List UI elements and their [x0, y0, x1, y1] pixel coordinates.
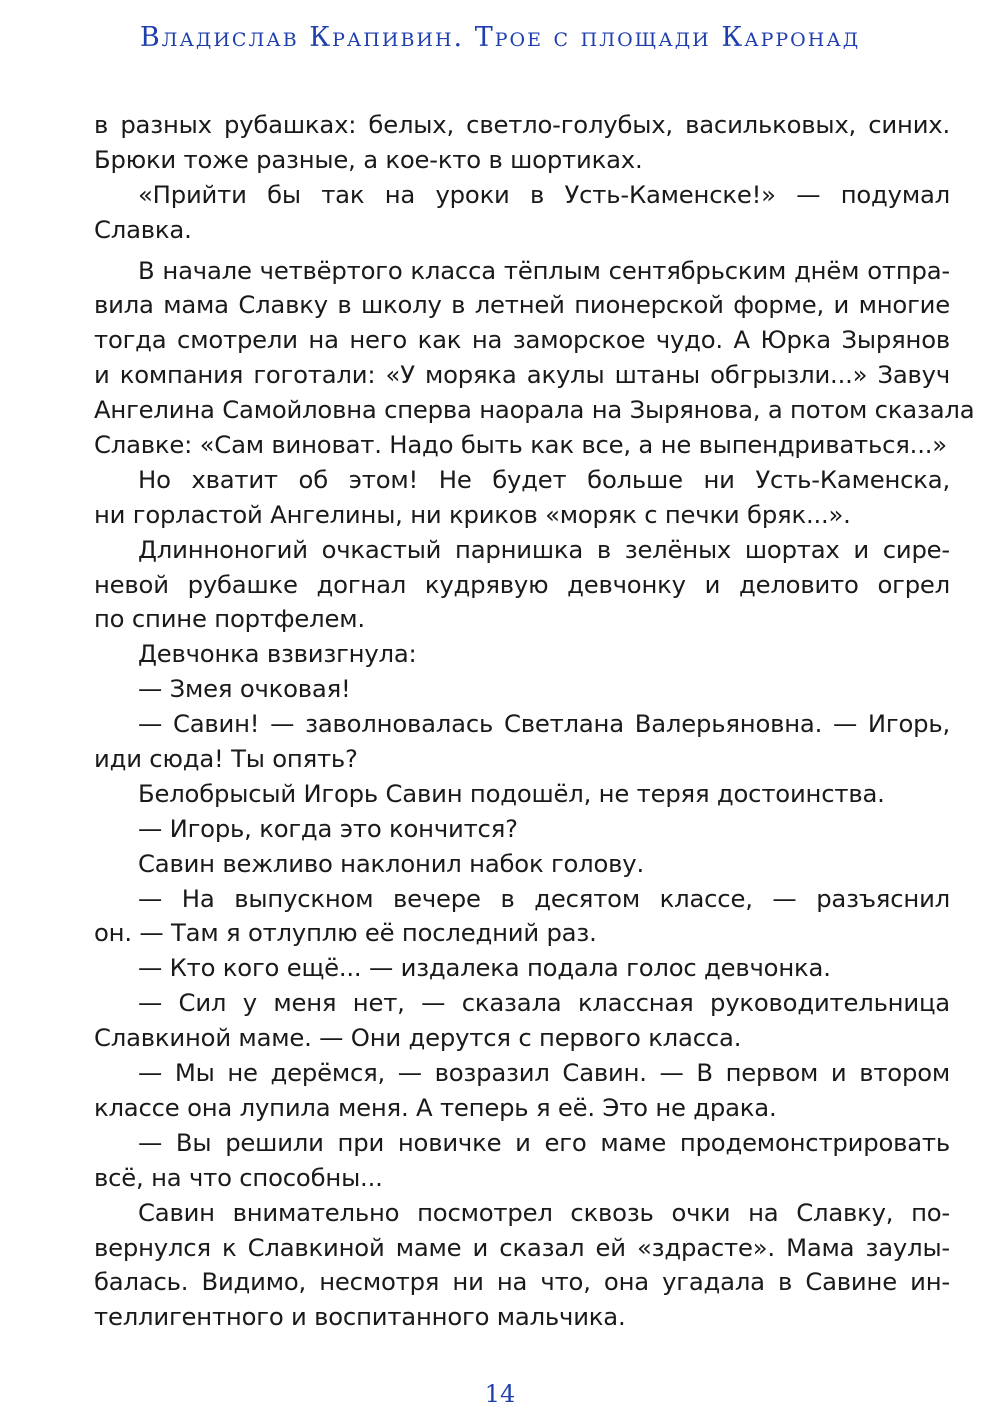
text-line: Славка. [94, 214, 192, 244]
text-line: балась. Видимо, несмотря ни на что, она угадала в Савине ин- [94, 1267, 950, 1297]
text-line: он. — Там я отлуплю её последний раз. [94, 918, 597, 948]
text-line: «Прийти бы так на уроки в Усть-Каменске!» — подумал [138, 179, 950, 209]
text-line: — Савин! — заволновалась Светлана Валерьяновна. — Игорь, [138, 709, 950, 739]
text-line: — Вы решили при новичке и его маме продемонстрировать [138, 1127, 950, 1157]
text-line: Брюки тоже разные, а кое-кто в шортиках. [94, 144, 643, 174]
text-line: Девчонка взвизгнула: [138, 639, 417, 669]
text-line: Савин вежливо наклонил набок голову. [138, 848, 645, 878]
text-line: классе она лупила меня. А теперь я её. Это не драка. [94, 1092, 777, 1122]
running-header: Владислав Крапивин. Трое с площади Карронад [139, 22, 861, 53]
text-line: в разных рубашках: белых, светло-голубых, васильковых, синих. [94, 110, 950, 139]
text-line: вила мама Славку в школу в летней пионерской форме, и многие [94, 290, 950, 320]
text-line: ни горластой Ангелины, ни криков «моряк с печки бряк...». [94, 499, 851, 529]
text-line: Савин внимательно посмотрел сквозь очки на Славку, по- [138, 1197, 950, 1227]
text-line: — Игорь, когда это кончится? [138, 813, 518, 843]
text-line: и компания гоготали: «У моряка акулы штаны обгрызли...» Завуч [94, 360, 950, 390]
text-line: Славкиной маме. — Они дерутся с первого класса. [94, 1023, 742, 1053]
text-line: В начале четвёртого класса тёплым сентябрьским днём отпра- [138, 255, 950, 285]
text-line: тогда смотрели на него как на заморское чудо. А Юрка Зырянов [94, 325, 950, 355]
text-line: Ангелина Самойловна сперва наорала на Зырянова, а потом сказала [94, 395, 975, 425]
text-line: вернулся к Славкиной маме и сказал ей «здрасте». Мама заулы- [94, 1232, 950, 1262]
page-number: 14 [484, 1380, 516, 1408]
text-line: — Кто кого ещё... — издалека подала голос девчонка. [138, 953, 831, 983]
text-line: — Змея очковая! [138, 674, 351, 704]
text-line: Белобрысый Игорь Савин подошёл, не теряя достоинства. [138, 778, 885, 808]
text-line: всё, на что способны... [94, 1162, 383, 1192]
text-line: — Мы не дерёмся, — возразил Савин. — В первом и втором [138, 1058, 950, 1088]
text-line: невой рубашке догнал кудрявую девчонку и деловито огрел [94, 569, 950, 599]
text-line: по спине портфелем. [94, 604, 365, 634]
text-line: Славке: «Сам виноват. Надо быть как все, а не выпендриваться...» [94, 430, 947, 460]
text-line: иди сюда! Ты опять? [94, 744, 358, 774]
body-text [94, 108, 975, 1335]
text-line: Но хватит об этом! Не будет больше ни Усть-Каменска, [138, 464, 950, 494]
text-line: — На выпускном вечере в десятом классе, — разъяснил [138, 883, 950, 913]
text-line: теллигентного и воспитанного мальчика. [94, 1302, 626, 1332]
text-line: — Сил у меня нет, — сказала классная руководительница [138, 988, 950, 1018]
text-line: Длинноногий очкастый парнишка в зелёных шортах и сире- [138, 534, 950, 564]
